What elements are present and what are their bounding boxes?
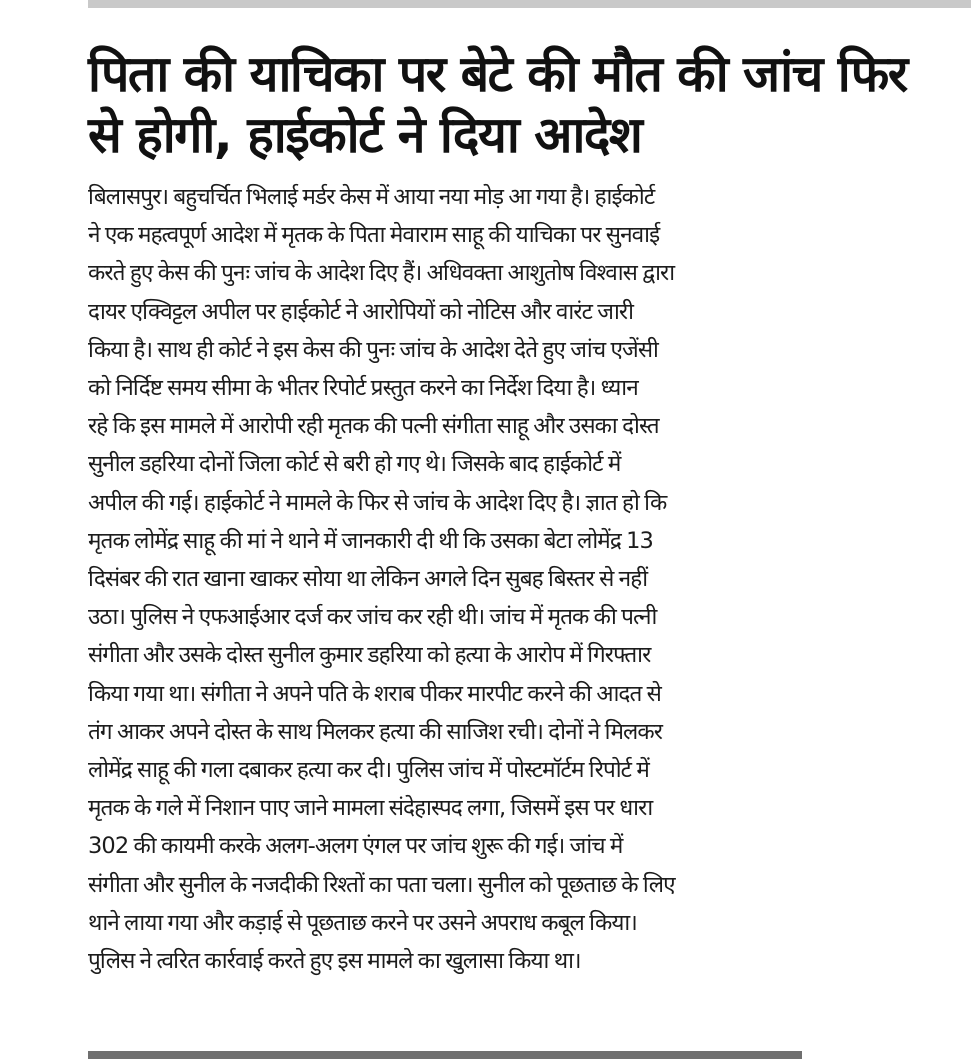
body-line: थाने लाया गया और कड़ाई से पूछताछ करने पर उसने अपराध कबूल किया। bbox=[88, 909, 637, 936]
body-line: 302 की कायमी करके अलग-अलग एंगल पर जांच शुरू की गई। जांच में bbox=[88, 833, 623, 860]
article-headline bbox=[88, 44, 958, 166]
body-line: किया है। साथ ही कोर्ट ने इस केस की पुनः जांच के आदेश देते हुए जांच एजेंसी bbox=[88, 336, 658, 363]
body-line: अपील की गई। हाईकोर्ट ने मामले के फिर से जांच के आदेश दिए है। ज्ञात हो कि bbox=[88, 489, 667, 516]
body-line: संगीता और उसके दोस्त सुनील कुमार डहरिया को हत्या के आरोप में गिरफ्तार bbox=[88, 642, 651, 669]
body-line: दिसंबर की रात खाना खाकर सोया था लेकिन अगले दिन सुबह बिस्तर से नहीं bbox=[88, 566, 648, 593]
bottom-divider bbox=[88, 1051, 802, 1059]
body-line: मृतक लोमेंद्र साहू की मां ने थाने में जानकारी दी थी कि उसका बेटा लोमेंद्र 13 bbox=[88, 527, 653, 554]
body-line: मृतक के गले में निशान पाए जाने मामला संदेहास्पद लगा, जिसमें इस पर धारा bbox=[88, 795, 653, 822]
article-body bbox=[88, 178, 958, 980]
body-line: तंग आकर अपने दोस्त के साथ मिलकर हत्या की साजिश रची। दोनों ने मिलकर bbox=[88, 718, 663, 745]
body-line: सुनील डहरिया दोनों जिला कोर्ट से बरी हो गए थे। जिसके बाद हाईकोर्ट में bbox=[88, 451, 621, 478]
body-line: करते हुए केस की पुनः जांच के आदेश दिए हैं। अधिवक्ता आशुतोष विश्वास द्वारा bbox=[88, 260, 675, 287]
body-line: संगीता और सुनील के नजदीकी रिश्तों का पता चला। सुनील को पूछताछ के लिए bbox=[88, 871, 675, 898]
body-line: को निर्दिष्ट समय सीमा के भीतर रिपोर्ट प्रस्तुत करने का निर्देश दिया है। ध्यान bbox=[88, 375, 638, 402]
body-line: दायर एक्विट्टल अपील पर हाईकोर्ट ने आरोपियों को नोटिस और वारंट जारी bbox=[88, 298, 634, 325]
headline-line: पिता की याचिका पर बेटे की मौत की जांच फिर bbox=[88, 45, 907, 103]
body-line: उठा। पुलिस ने एफआईआर दर्ज कर जांच कर रही थी। जांच में मृतक की पत्नी bbox=[88, 604, 657, 631]
headline-line: से होगी, हाईकोर्ट ने दिया आदेश bbox=[88, 106, 642, 164]
body-line: लोमेंद्र साहू की गला दबाकर हत्या कर दी। पुलिस जांच में पोस्टमॉर्टम रिपोर्ट में bbox=[88, 757, 649, 784]
body-line: पुलिस ने त्वरित कार्रवाई करते हुए इस मामले का खुलासा किया था। bbox=[88, 948, 581, 975]
body-line: किया गया था। संगीता ने अपने पति के शराब पीकर मारपीट करने की आदत से bbox=[88, 680, 661, 707]
news-article bbox=[88, 44, 958, 980]
body-line: रहे कि इस मामले में आरोपी रही मृतक की पत्नी संगीता साहू और उसका दोस्त bbox=[88, 413, 659, 440]
top-divider bbox=[88, 0, 971, 8]
body-line: बिलासपुर। बहुचर्चित भिलाई मर्डर केस में आया नया मोड़ आ गया है। हाईकोर्ट bbox=[88, 184, 655, 210]
body-line: ने एक महत्वपूर्ण आदेश में मृतक के पिता मेवाराम साहू की याचिका पर सुनवाई bbox=[88, 222, 660, 249]
